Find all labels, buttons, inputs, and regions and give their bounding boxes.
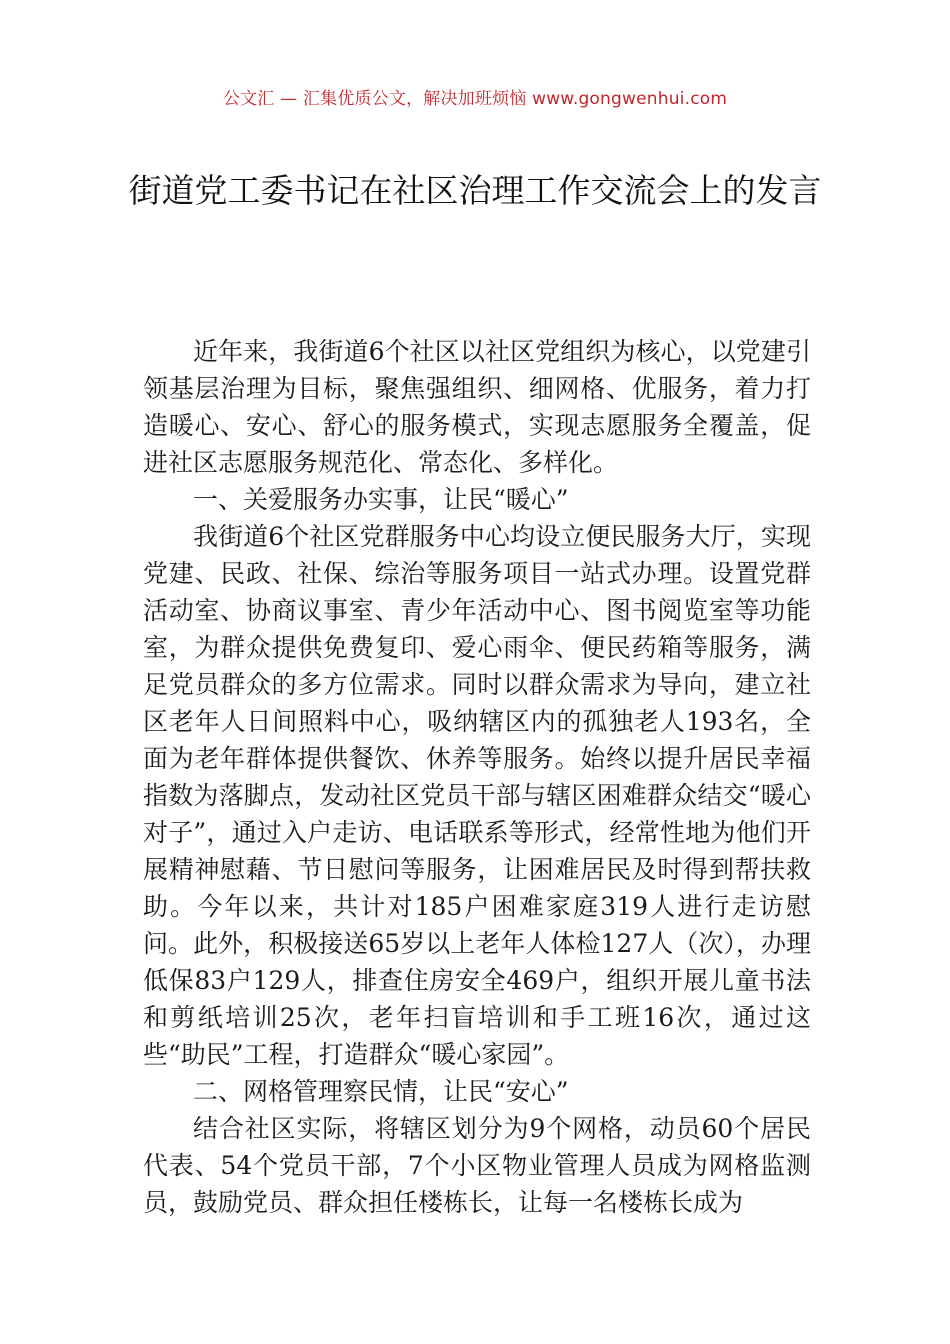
paragraph-section-2: 结合社区实际，将辖区划分为9个网格，动员60个居民代表、54个党员干部，7个小区物业管理人员成为网格监测员，鼓励党员、群众担任楼栋长，让每一名楼栋长成为 (143, 1114, 811, 1217)
section-heading-2: 二、网格管理察民情，让民“安心” (193, 1077, 569, 1106)
paragraph-section-1: 我街道6个社区党群服务中心均设立便民服务大厅，实现党建、民政、社保、综治等服务项目一站式办理。设置党群活动室、协商议事室、青少年活动中心、图书阅览室等功能室，为群众提供免费复印、爱心雨伞、便民药箱等服务，满足党员群众的多方位需求。同时以群众需求为导向，建立社区老年人日间照料中心，吸纳辖区内的孤独老人193名，全面为老年群体提供餐饮、休养等服务。始终以提升居民幸福指数为落脚点，发动社区党员干部与辖区困难群众结交“暖心对子”，通过入户走访、电话联系等形式，经常性地为他们开展精神慰藉、节日慰问等服务，让困难居民及时得到帮扶救助。今年以来，共计对185户困难家庭319人进行走访慰问。此外，积极接送65岁以上老年人体检127人（次），办理低保83户129人，排查住房安全469户，组织开展儿童书法和剪纸培训25次，老年扫盲培训和手工班16次，通过这些“助民”工程，打造群众“暖心家园”。 (143, 522, 811, 1069)
paragraph-intro: 近年来，我街道6个社区以社区党组织为核心，以党建引领基层治理为目标，聚焦强组织、细网格、优服务，着力打造暖心、安心、舒心的服务模式，实现志愿服务全覆盖，促进社区志愿服务规范化、常态化、多样化。 (143, 337, 811, 477)
site-header: 公文汇 — 汇集优质公文，解决加班烦恼 www.gongwenhui.com (222, 89, 728, 109)
document-body (143, 333, 811, 1221)
document-title: 街道党工委书记在社区治理工作交流会上的发言 (128, 171, 822, 210)
section-heading-1: 一、关爱服务办实事，让民“暖心” (193, 485, 569, 514)
